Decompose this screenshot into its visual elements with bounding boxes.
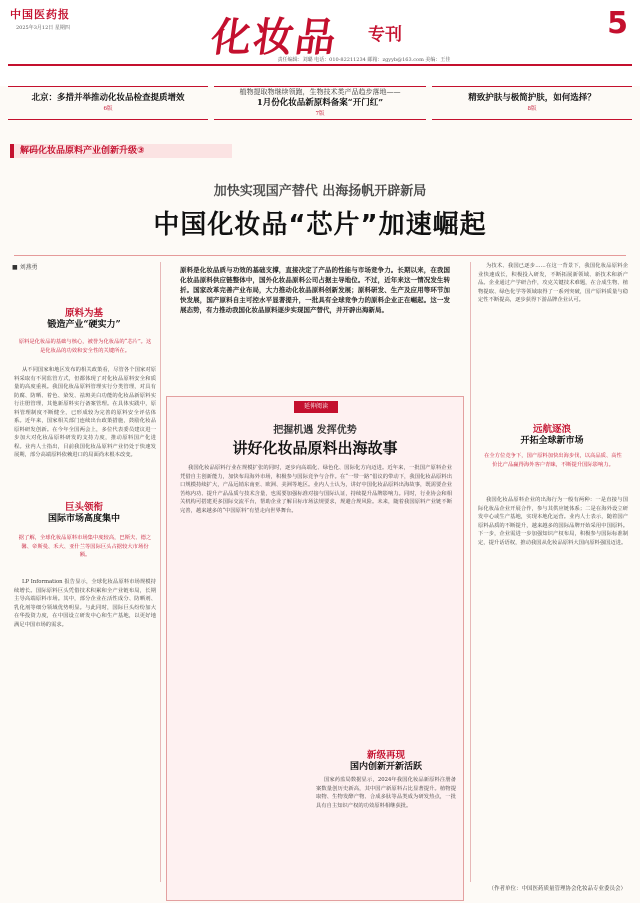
ref-title-1: 北京：多措并举推动化妆品检查提质增效 bbox=[31, 93, 185, 103]
headline-divider bbox=[14, 255, 626, 256]
paragraph: 国家药监局数据显示，2024年我国化妆品新原料注册备案数量创历史新高，其中国产新原料占比显著提升。植物提取物、生物发酵产物、合成多肽等品类成为研发热点，一批具有自主知识产权的功效原料相继获批。 bbox=[316, 777, 456, 809]
editor-credits: 责任编辑：刘璐 电话：010-82211234 邮箱：zgyyb@163.com 美编：王佳 bbox=[277, 57, 451, 63]
ref-article-1[interactable] bbox=[8, 86, 208, 120]
body-text-left-2 bbox=[14, 578, 156, 878]
section-heading-3-sub: 国内创新开新活跃 bbox=[349, 762, 422, 772]
section-heading-1-main: 原料为基 bbox=[64, 308, 103, 319]
author-affiliation: （作者单位：中国医药质量管理协会化妆品专业委员会） bbox=[488, 886, 626, 892]
masthead-rule bbox=[8, 64, 632, 66]
paragraph: 我国化妆品原料企业的出海行为一般有两种：一是直接与国际化妆品企业开展合作，参与其供应链体系；二是在海外设立研发中心或生产基地，实现本地化运营。业内人士表示，随着国产原料品质的不断提升，越来越多的国际品牌开始采用中国原料。下一步，企业需进一步加强知识产权布局，积极参与国际标准制定，提升话语权，推动我国从化妆品原料大国向原料强国迈进。 bbox=[478, 497, 628, 546]
section-heading-2-sub: 国际市场高度集中 bbox=[47, 514, 120, 524]
section-lead-4: 在全方位竞争下，国产原料加快出海步伐，以高品质、高性价比产品赢得海外客户青睐，不断提升国际影响力。 bbox=[484, 453, 622, 468]
body-text-left-1 bbox=[14, 366, 156, 500]
paragraph: 为技术、我国已逐步……在这一背景下，我国化妆品原料企业快速成长，积极投入研发，不断拓展新领域、新技术和新产品。企业通过产学研合作，攻克关键技术难题，在合成生物、植物提取、绿色化学等领域取得了一系列突破，国产原料质量与稳定性不断提高，逐步获得下游品牌企业认可。 bbox=[478, 263, 628, 303]
column-divider-right bbox=[470, 262, 471, 882]
section-lead-2: 据了解，全球化妆品原料市场集中度较高，巴斯夫、德之馨、帝斯曼、禾大、亚什兰等国际巨头占据较大市场份额。 bbox=[18, 535, 152, 558]
ref-page-3: 8版 bbox=[527, 106, 537, 112]
newspaper-brand: 中国医药报 bbox=[10, 8, 70, 21]
section-heading-2 bbox=[14, 502, 154, 525]
body-text-right-1 bbox=[478, 262, 628, 420]
article-headline: 中国化妆品“芯片”加速崛起 bbox=[153, 210, 487, 240]
extended-reading-title: 讲好化妆品原料出海故事 bbox=[232, 439, 398, 457]
ref-article-3[interactable] bbox=[432, 86, 632, 120]
column-divider-left bbox=[160, 262, 161, 882]
article-author: ■ 刘燕勇 bbox=[12, 264, 38, 271]
page-number: 5 bbox=[607, 6, 628, 41]
ref-title-3: 精致护肤与极简护肤，如何选择？ bbox=[468, 93, 596, 103]
section-masthead: 化妆品 bbox=[208, 15, 341, 61]
article-subhead: 加快实现国产替代 出海扬帆开辟新局 bbox=[213, 184, 427, 199]
masthead-area bbox=[0, 0, 640, 86]
paragraph: 我国化妆品原料行业在规模扩张的同时，逐步向高端化、绿色化、国际化方向迈进。近年来，一批国产原料企业凭借自主创新能力，加快布局海外市场，积极参与国际竞争与合作。在“一带一路”倡议的带动下，我国化妆品原料出口规模持续扩大，产品远销东南亚、欧洲、美洲等地区。业内人士认为，讲好中国化妆品原料出海故事，既需要企业苦练内功、提升产品品质与技术含量，也需要加强标准对接与国际认证，持续提升品牌影响力。同时，行业协会和相关机构可搭建更多国际交流平台，帮助企业了解目标市场法规要求，规避合规风险。未来，随着我国原料产业链不断完善，越来越多的“中国原料”有望走向世界舞台。 bbox=[180, 465, 452, 514]
paragraph: 从不同国家和地区发布的相关政策看，尽管各个国家对原料采取有不同监管方式，但都体现了对化妆品原料安全和质量的高度重视。我国化妆品原料管理实行分类管理，对具有防腐、防晒、着色、染发、祛斑美白功能的化妆品新原料实行注册管理，其他新原料实行备案管理。在具体实践中，原料管理制度不断健全，已形成较为完善的原料安全评估体系。近年来，国家相关部门连续出台政策措施，鼓励化妆品原料研发创新。在今年全国两会上，多位代表委员建议进一步加大对化妆品原料研发的支持力度，推动原料国产化进程。业内人士指出，目前我国化妆品原料产业仍处于快速发展期，部分高端原料依赖进口的局面尚未根本改变。 bbox=[14, 367, 156, 458]
ref-article-2[interactable] bbox=[214, 86, 426, 120]
issue-date: 2025年3月12日 星期四 bbox=[16, 25, 70, 31]
paragraph: LP Information 报告显示，全球化妆品原料市场规模持续增长。国际原料巨头凭借技术积累和全产业链布局，长期主导高端原料市场。其中，部分企业在活性成分、防晒剂、乳化剂等细分领域优势明显。与此同时，国际巨头纷纷加大在华投资力度，在中国设立研发中心和生产基地，以更好地满足中国市场的需求。 bbox=[14, 579, 156, 628]
section-heading-4-sub: 开拓全球新市场 bbox=[520, 436, 584, 446]
extended-reading-subhead: 把握机遇 发挥优势 bbox=[273, 425, 357, 436]
section-heading-4 bbox=[478, 424, 626, 447]
section-masthead-sub: 专刊 bbox=[368, 25, 402, 45]
ref-title-2b: 1月份化妆品新原料备案“开门红” bbox=[256, 98, 384, 108]
extended-reading-body bbox=[180, 464, 452, 754]
series-tag: 解码化妆品原料产业创新升级③ bbox=[10, 144, 232, 158]
section-heading-3 bbox=[316, 750, 456, 773]
section-heading-4-main: 远航逐浪 bbox=[532, 424, 571, 435]
body-text-right-4 bbox=[478, 496, 628, 880]
section-lead-1: 原料是化妆品的基础与核心，被誉为化妆品的“芯片”。这是化妆品的功效和安全性的关键所在。 bbox=[18, 339, 152, 354]
ref-page-2: 7版 bbox=[315, 111, 325, 117]
section-heading-1 bbox=[14, 308, 154, 331]
extended-reading-tag: 延伸阅读 bbox=[294, 401, 338, 413]
body-text-box-3 bbox=[316, 776, 456, 880]
ref-page-1: 6版 bbox=[103, 106, 113, 112]
section-heading-3-main: 新级再现 bbox=[366, 750, 405, 761]
section-heading-2-main: 巨头领衔 bbox=[64, 502, 103, 513]
ref-title-2a: 植物提取物继续领跑，生物技术类产品趋步落地—— bbox=[239, 88, 401, 96]
article-intro: 原料是化妆品质与功效的基础支撑，直接决定了产品的性能与市场竞争力。长期以来，在我国化妆品原料供应链整体中，国外化妆品原料公司占据主导地位。不过，近年来这一情况发生转折。国家改革完善产业布局，大力推动化妆品原料创新发展；原料研发、生产及应用等环节加快发展，国产原料自主可控水平显著提升，一批具有全球竞争力的原料企业正在崛起。这一发展态势，有力推动我国化妆品原料逐步实现国产替代，并开辟出海新局。 bbox=[180, 266, 450, 314]
section-heading-1-sub: 锻造产业“硬实力” bbox=[47, 320, 121, 330]
